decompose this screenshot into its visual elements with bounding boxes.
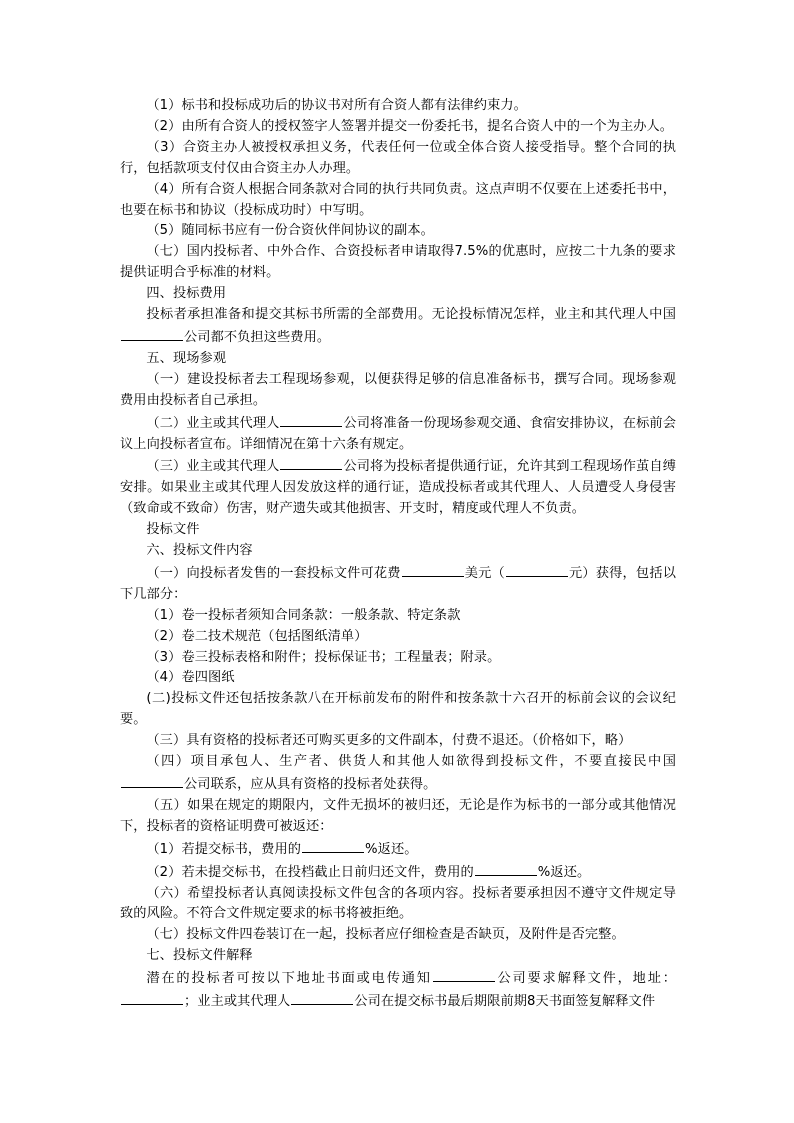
paragraph <box>120 946 676 967</box>
paragraph <box>120 180 676 222</box>
paragraph <box>120 221 676 242</box>
paragraph-text: （三）具有资格的投标者还可购买更多的文件副本，付费不退还。（价格如下，略） <box>146 733 632 749</box>
paragraph-text: 四、投标费用 <box>146 286 227 302</box>
paragraph-text: 六、投标文件内容 <box>146 543 253 559</box>
paragraph-text: 美元（ <box>464 565 505 581</box>
paragraph-text: 五、现场参观 <box>146 350 227 366</box>
paragraph-text: （1）标书和投标成功后的协议书对所有合资人都有法律约束力。 <box>146 98 527 113</box>
paragraph-text: ；业主或其代理人 <box>184 994 291 1010</box>
paragraph <box>120 884 676 926</box>
paragraph-text: （五）如果在规定的期限内，文件无损坏的被归还，无论是作为标书的一部分或其他情况下，投标者的资格证明费可被返还： <box>120 797 676 834</box>
paragraph-text: 公司联系，应从具有资格的投标者处获得。 <box>184 777 437 792</box>
document-body <box>120 96 676 1013</box>
paragraph <box>120 412 676 456</box>
paragraph-text: （四）项目承包人、生产者、供货人和其他人如欲得到投标文件，不要直接民中国 <box>146 754 676 770</box>
paragraph <box>120 349 676 370</box>
paragraph <box>120 138 676 180</box>
paragraph <box>120 305 676 349</box>
paragraph <box>120 689 676 731</box>
paragraph-text: 公司要求解释文件，地址： <box>495 971 676 987</box>
paragraph-text: 七、投标文件解释 <box>146 948 253 964</box>
paragraph <box>120 925 676 946</box>
paragraph-text: （一）建设投标者去工程现场参观，以便获得足够的信息准备标书，撰写合同。现场参观费用由投标者自己承担。 <box>120 371 676 408</box>
paragraph <box>120 96 676 117</box>
paragraph <box>120 117 676 138</box>
paragraph <box>120 752 676 796</box>
paragraph-text: （六）希望投标者认真阅读投标文件包含的各项内容。投标者要承担因不遵守文件规定导致的风险。不符合文件规定要求的标书将被拒绝。 <box>120 885 676 922</box>
fill-in-blank <box>291 990 353 1005</box>
paragraph <box>120 520 676 541</box>
paragraph-text: 潜在的投标者可按以下地址书面或电传通知 <box>146 971 432 987</box>
fill-in-blank <box>121 773 183 788</box>
paragraph-text: （2）由所有合资人的授权签字人签署并提交一份委托书，提名合资人中的一个为主办人。 <box>146 118 674 134</box>
paragraph <box>120 838 676 861</box>
paragraph-text: (二)投标文件还包括按条款八在开标前发布的附件和按条款十六召开的标前会议的会议纪要。 <box>120 691 676 728</box>
paragraph-text: 元）获得，包括以下几部分： <box>120 565 676 602</box>
fill-in-blank <box>402 562 464 577</box>
paragraph-text: 投标文件 <box>146 522 200 538</box>
paragraph-text: 公司都不负担这些费用。 <box>184 329 331 345</box>
paragraph-text: 公司将为投标者提供通行证，允许其到工程现场作茧自缚安排。如果业主或其代理人因发放这样的通行证，造成投标者或其代理人、人员遭受人身侵害（致命或不致命）伤害，财产遗失或其他损害、开支时，精度或代理人不负责。 <box>120 459 676 517</box>
paragraph-text: （2）卷二技术规范（包括图纸清单） <box>146 628 368 644</box>
paragraph-text: （3）合资主办人被授权承担义务，代表任何一位或全体合资人接受指导。整个合同的执行，包括款项支付仅由合资主办人办理。 <box>120 139 676 176</box>
paragraph-text: （三）业主或其代理人 <box>146 459 280 475</box>
fill-in-blank <box>280 455 342 470</box>
paragraph-text: （4）所有合资人根据合同条款对合同的执行共同负责。这点声明不仅要在上述委托书中，也要在标书和协议（投标成功时）中写明。 <box>120 181 676 218</box>
paragraph <box>120 242 676 284</box>
paragraph-text: 投标者承担准备和提交其标书所需的全部费用。无论投标情况怎样，业主和其代理人中国 <box>146 307 676 323</box>
paragraph-text: （2）若未提交标书，在投档截止日前归还文件，费用的 <box>146 864 474 880</box>
fill-in-blank <box>475 861 537 876</box>
paragraph-text: （七）投标文件四卷装订在一起，投标者应仔细检查是否缺页，及附件是否完整。 <box>146 927 625 943</box>
fill-in-blank <box>121 990 183 1005</box>
paragraph-text: （1）若提交标书，费用的 <box>146 841 302 857</box>
paragraph <box>120 731 676 752</box>
paragraph <box>120 967 676 1013</box>
paragraph <box>120 455 676 520</box>
paragraph-text: %返还。 <box>537 864 591 880</box>
paragraph-text: %返还。 <box>365 841 418 857</box>
paragraph <box>120 668 676 689</box>
paragraph-text: （5）随同标书应有一份合资伙伴间协议的副本。 <box>146 223 434 239</box>
paragraph-text: 公司将准备一份现场参观交通、食宿安排协议，在标前会议上向投标者宣布。详细情况在第十六条有规定。 <box>120 415 676 452</box>
paragraph-text: （1）卷一投标者须知合同条款：一般条款、特定条款 <box>146 607 461 623</box>
paragraph-text: （4）卷四图纸 <box>146 670 235 686</box>
fill-in-blank <box>302 838 364 853</box>
fill-in-blank <box>506 562 568 577</box>
paragraph <box>120 627 676 648</box>
paragraph <box>120 861 676 884</box>
fill-in-blank <box>121 326 183 341</box>
paragraph <box>120 370 676 412</box>
paragraph <box>120 541 676 562</box>
paragraph-text: 公司在提交标书最后期限前期8天书面签复解释文件 <box>354 994 656 1010</box>
paragraph-text: （一）向投标者发售的一套投标文件可花费 <box>146 565 401 581</box>
paragraph-text: （七）国内投标者、中外合作、合资投标者申请取得7.5%的优惠时，应按二十九条的要求提供证明合乎标准的材料。 <box>120 244 676 281</box>
paragraph <box>120 562 676 606</box>
paragraph <box>120 284 676 305</box>
paragraph <box>120 648 676 669</box>
fill-in-blank <box>280 412 342 427</box>
paragraph <box>120 796 676 838</box>
paragraph-text: （二）业主或其代理人 <box>146 415 280 431</box>
paragraph <box>120 606 676 627</box>
paragraph-text: （3）卷三投标表格和附件；投标保证书；工程量表；附录。 <box>146 649 501 665</box>
fill-in-blank <box>433 967 495 982</box>
